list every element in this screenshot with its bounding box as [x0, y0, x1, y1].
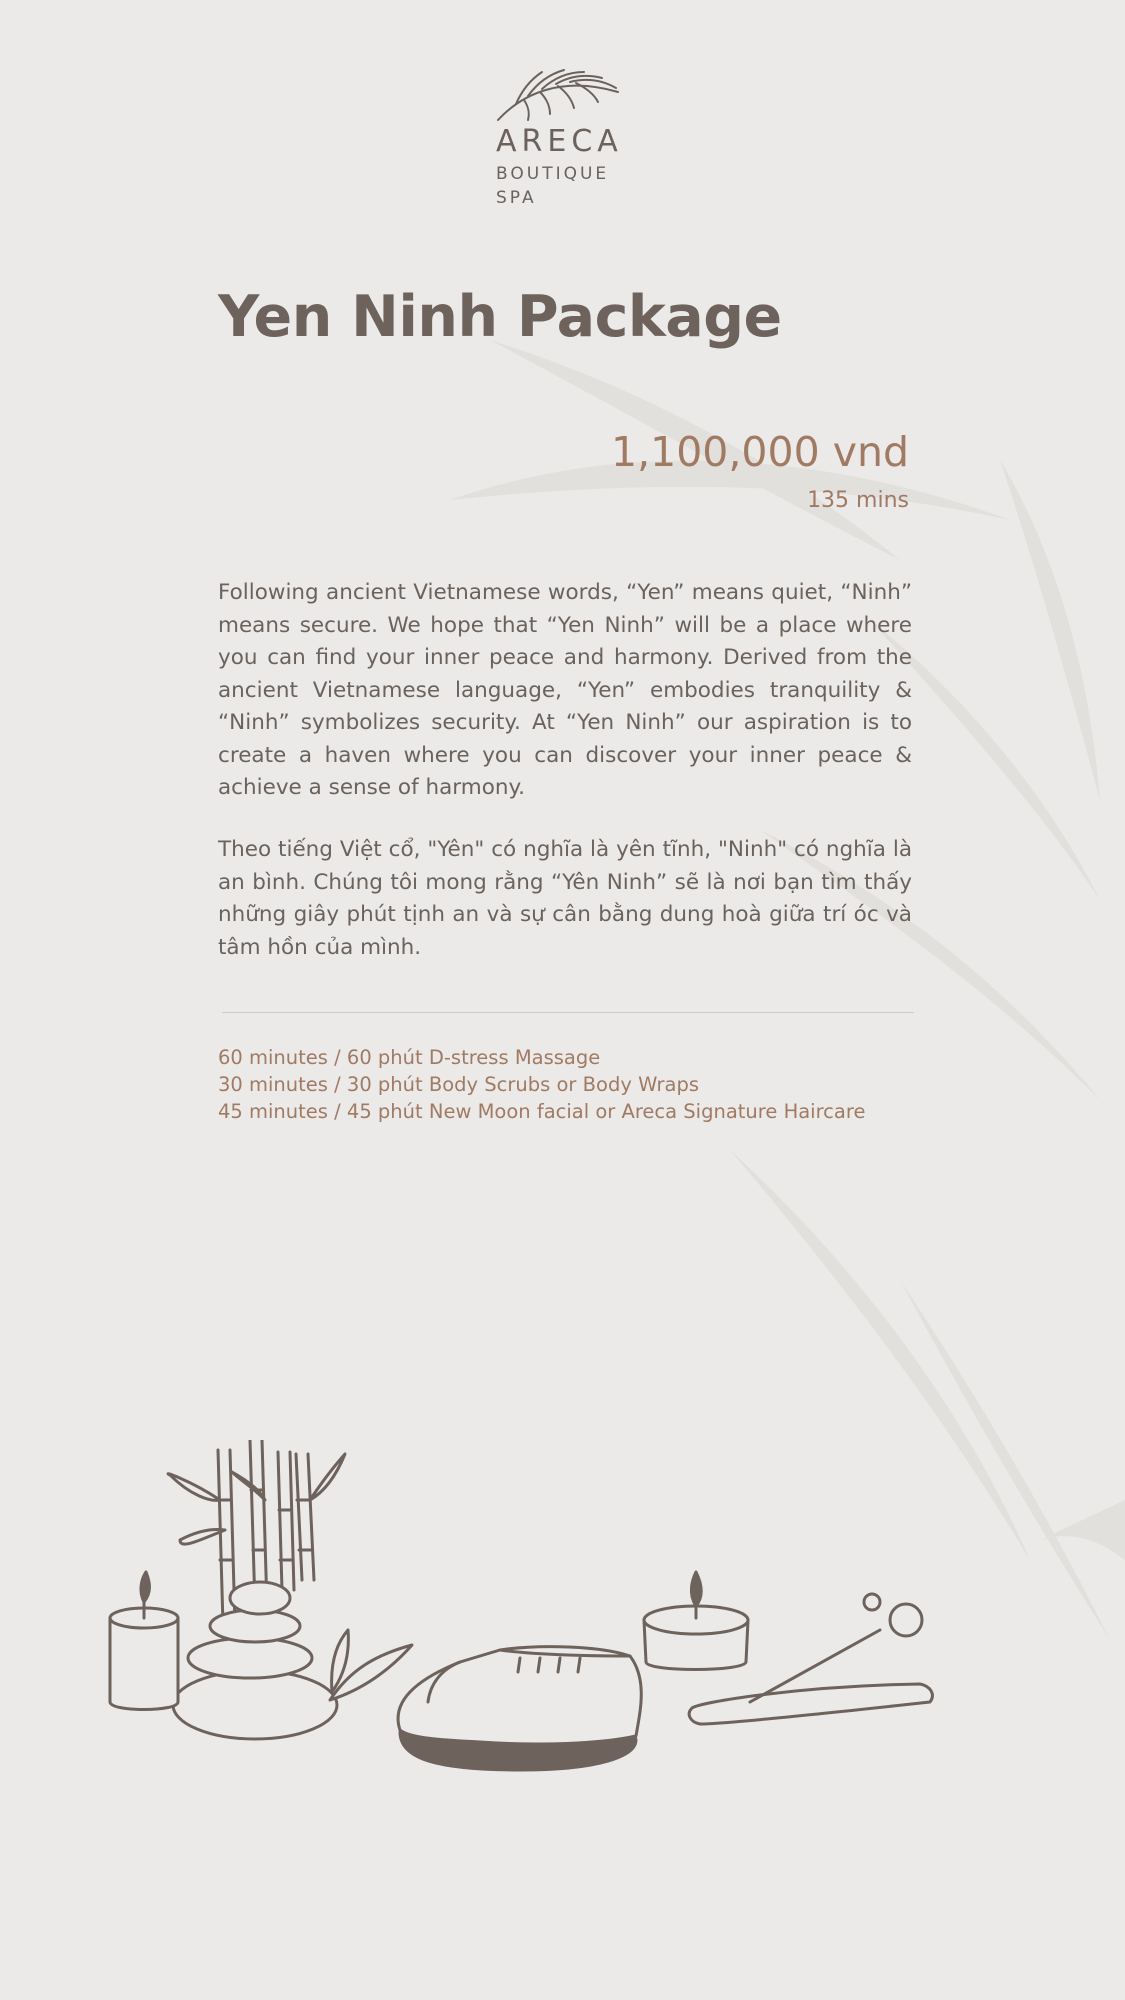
service-list: [218, 1044, 865, 1125]
candle-icon: [110, 1572, 178, 1710]
package-price: 1,100,000 vnd: [611, 428, 909, 476]
package-duration: 135 mins: [807, 488, 909, 513]
brand-line-boutique: BOUTIQUE: [496, 164, 610, 184]
spa-illustration: [100, 1440, 980, 1810]
description-vietnamese: Theo tiếng Việt cổ, "Yên" có nghĩa là yên tĩnh, "Ninh" có nghĩa là an bình. Chúng tôi mong rằng “Yên Ninh” sẽ là nơi bạn tìm thấy những giây phút tịnh an và sự cân bằng dung hoà giữa trí óc và tâm hồn của mình.: [218, 837, 912, 960]
service-item-facial: 45 minutes / 45 phút New Moon facial or Areca Signature Haircare: [218, 1100, 866, 1123]
folded-towel-icon: [398, 1647, 641, 1770]
service-item-massage: 60 minutes / 60 phút D-stress Massage: [218, 1046, 601, 1069]
brand-logo: [490, 62, 640, 222]
spa-stones-icon: [173, 1582, 412, 1739]
section-divider: [222, 1012, 914, 1013]
service-item-body-scrub: 30 minutes / 30 phút Body Scrubs or Body Wraps: [218, 1073, 699, 1096]
package-title: Yen Ninh Package: [218, 284, 782, 350]
brand-name: ARECA: [496, 124, 623, 159]
tea-light-candle-icon: [644, 1572, 748, 1670]
areca-leaf-logo-icon: [494, 62, 622, 126]
brand-line-spa: SPA: [496, 188, 537, 208]
description-english: Following ancient Vietnamese words, “Yen” means quiet, “Ninh” means secure. We hope that “Yen Ninh” will be a place where you can find your inner peace and harmony. Derived from the ancient Vietnamese language, “Yen” embodies tranquility & “Ninh” symbolizes security. At “Yen Ninh” our aspiration is to create a haven where you can discover your inner peace & achieve a sense of harmony.: [218, 580, 912, 800]
